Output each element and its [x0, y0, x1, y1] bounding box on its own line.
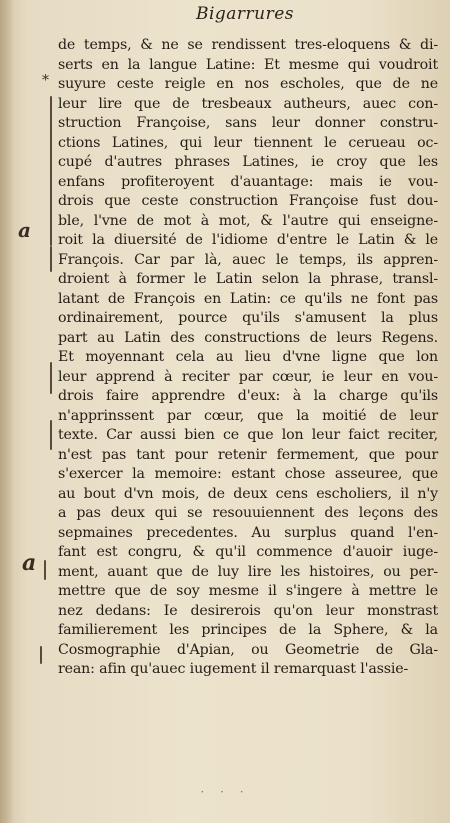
- running-head: Bigarrures: [195, 4, 295, 24]
- text-line: ctions Latines, qui leur tiennent le cerueau oc-: [58, 134, 438, 151]
- text-line: suyure ceste reigle en nos escholes, que de ne: [58, 76, 438, 92]
- page-bottom-ornament: · · ·: [200, 785, 250, 799]
- text-line: nez dedans: Ie desirerois qu'on leur monstrast: [58, 602, 438, 619]
- text-line: sepmaines precedentes. Au surplus quand l'en-: [58, 524, 438, 541]
- text-line: ordinairement, pource qu'ils s'amusent la plus: [58, 310, 438, 326]
- text-line: drois faire apprendre d'eux: à la charge qu'ils: [58, 388, 438, 404]
- text-line: serts en la langue Latine: Et mesme qui voudroit: [58, 56, 438, 73]
- margin-bracket-2: [50, 246, 52, 272]
- margin-asterisk: ⁎: [42, 68, 49, 84]
- text-line: cupé d'autres phrases Latines, ie croy que les: [58, 154, 438, 170]
- text-line: n'est pas tant pour retenir fermement, que pour: [58, 446, 438, 463]
- text-line: texte. Car aussi bien ce que lon leur faict reciter,: [58, 427, 438, 443]
- text-line: n'apprinssent par cœur, que la moitié de leur: [58, 407, 438, 424]
- margin-bracket-5: [44, 560, 46, 580]
- text-line: struction Françoise, sans leur donner constru-: [58, 115, 438, 131]
- text-line: ment, auant que de luy lire les histoires, ou per-: [58, 563, 438, 580]
- margin-bracket-6: [40, 646, 42, 664]
- text-line: leur apprend à reciter par cœur, ie leur en vou-: [58, 368, 438, 385]
- margin-bracket-4: [50, 420, 52, 450]
- text-line: ble, l'vne de mot à mot, & l'autre qui enseigne-: [58, 212, 438, 229]
- text-line: drois que ceste construction Françoise fust dou-: [58, 193, 438, 209]
- text-line: au bout d'vn mois, de deux cens escholiers, il n'y: [58, 485, 438, 502]
- margin-note-2: a: [22, 550, 37, 576]
- text-line: familierement les principes de la Sphere, & la: [58, 622, 438, 638]
- text-line: leur lire que de tresbeaux autheurs, auec con-: [58, 95, 438, 112]
- text-line: a pas deux qui se resouuiennent des leçons des: [58, 505, 438, 521]
- text-line: s'exercer la memoire: estant chose asseuree, que: [58, 466, 438, 482]
- text-line: enfans profiteroyent d'auantage: mais ie vou-: [58, 173, 438, 190]
- text-line: Et moyennant cela au lieu d'vne ligne que lon: [58, 349, 438, 365]
- margin-bracket-3: [50, 362, 52, 394]
- text-line: de temps, & ne se rendissent tres-eloquens & di-: [58, 37, 438, 53]
- text-line: rean: afin qu'auec iugement il remarquast l'assie-: [58, 661, 409, 677]
- text-block: [58, 36, 438, 680]
- margin-note-1: a: [18, 218, 31, 242]
- text-line: droient à former le Latin selon la phrase, transl-: [58, 271, 438, 287]
- text-line: François. Car par là, auec le temps, ils appren-: [58, 251, 438, 268]
- text-line: Cosmographie d'Apian, ou Geometrie de Gla-: [58, 641, 438, 658]
- text-line: fant est congru, & qu'il commence d'auoir iuge-: [58, 544, 438, 560]
- margin-bracket-1: [50, 96, 52, 246]
- text-line: mettre que de soy mesme il s'ingere à mettre le: [58, 583, 438, 599]
- text-line: roit la diuersité de l'idiome d'entre le Latin & le: [58, 232, 438, 248]
- text-line: latant de François en Latin: ce qu'ils ne font pas: [58, 290, 438, 307]
- text-line: part au Latin des constructions de leurs Regens.: [58, 329, 438, 346]
